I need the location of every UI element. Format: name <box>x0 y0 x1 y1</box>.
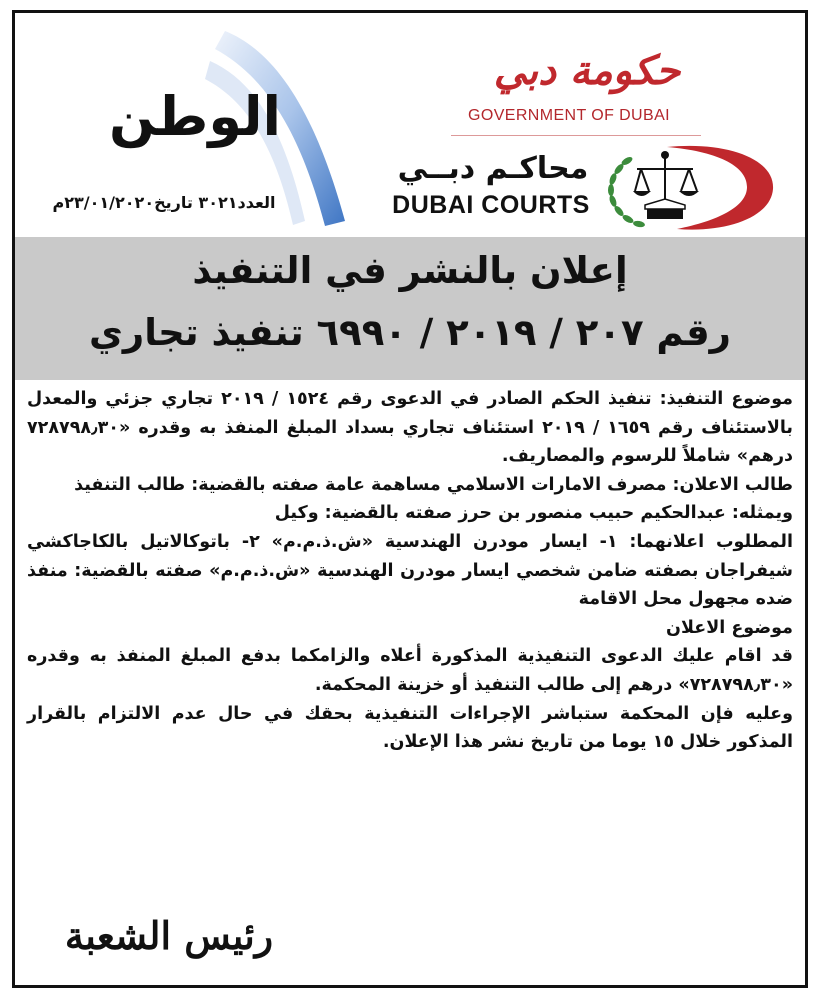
scales-of-justice-icon <box>597 139 777 235</box>
notice-subject-heading: موضوع الاعلان <box>666 617 793 638</box>
header <box>15 13 805 239</box>
requester-paragraph: طالب الاعلان: مصرف الامارات الاسلامي مساهمة عامة صفته بالقضية: طالب التنفيذ <box>74 474 793 495</box>
notified-parties-paragraph: المطلوب اعلانهما: ١- ايسار مودرن الهندسية «ش.ذ.م.م» ٢- باتوكالاتيل بالكاجاكشي شيفراجان بصفته ضامن شخصي ايسار مودرن الهندسية «ش.ذ.م.م» صفته بالقضية: منفذ ضده مجهول محل الاقامة <box>27 531 793 610</box>
announcement-body <box>27 385 793 757</box>
case-number-title: رقم ٢٠٧ / ٢٠١٩ / ٦٩٩٠ تنفيذ تجاري <box>89 311 731 354</box>
government-arabic-logo: حكومة دبي <box>493 47 681 94</box>
issue-date-line: العدد٣٠٢١ تاريخ٢٣/٠١/٢٠٢٠م <box>52 193 276 212</box>
courts-english-name: DUBAI COURTS <box>392 191 590 219</box>
announcement-title: إعلان بالنشر في التنفيذ <box>192 249 628 292</box>
warning-paragraph: وعليه فإن المحكمة ستباشر الإجراءات التنفيذية بحقك في حال عدم الالتزام بالقرار المذكور خلال ١٥ يوما من تاريخ نشر هذا الإعلان. <box>27 703 793 753</box>
courts-arabic-name: محاكـم دبــي <box>397 151 589 186</box>
government-divider <box>451 135 701 136</box>
government-english-name: GOVERNMENT OF DUBAI <box>468 107 670 124</box>
execution-subject-paragraph: موضوع التنفيذ: تنفيذ الحكم الصادر في الدعوى رقم ١٥٢٤ / ٢٠١٩ تجاري جزئي والمعدل بالاستئناف رقم ١٦٥٩ / ٢٠١٩ استئناف تجاري بسداد المبلغ المنفذ به وقدره «٧٢٨٧٩٨٫٣٠ درهم» شاملاً للرسوم والمصاريف. <box>27 389 793 467</box>
claim-paragraph: قد اقام عليك الدعوى التنفيذية المذكورة أعلاه والزامكما بدفع المبلغ المنفذ به وقدره «٧٢٨٧٩٨٫٣٠» درهم إلى طالب التنفيذ أو خزينة المحكمة. <box>27 646 793 695</box>
signature-department-head: رئيس الشعبة <box>64 913 274 958</box>
representative-paragraph: ويمثله: عبدالحكيم حبيب منصور بن حرز صفته بالقضية: وكيل <box>274 503 793 524</box>
announcement-frame <box>12 10 808 988</box>
newspaper-logo: الوطن <box>108 85 282 148</box>
